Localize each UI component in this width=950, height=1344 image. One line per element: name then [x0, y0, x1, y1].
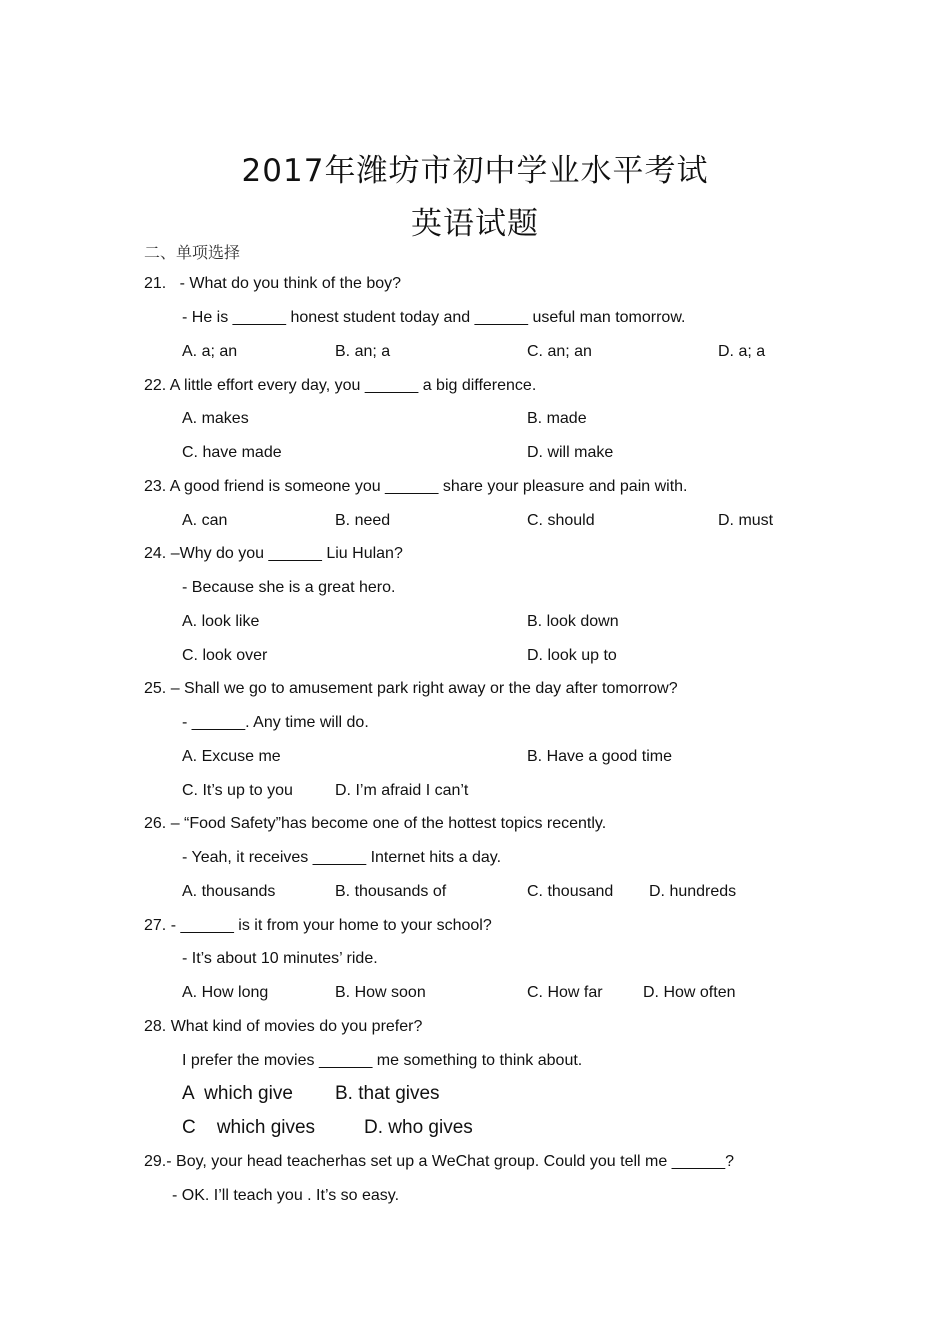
- q21-line2: - He is ______ honest student today and ______ useful man tomorrow.: [182, 309, 686, 326]
- q21-option-a: A. a; an: [182, 343, 238, 360]
- q28-option-c: C which gives: [182, 1117, 316, 1138]
- q22-option-b: B. made: [527, 410, 587, 427]
- q23-option-c: C. should: [527, 512, 595, 529]
- q29-line2: - OK. I’ll teach you . It’s so easy.: [172, 1187, 400, 1204]
- q26-option-b: B. thousands of: [335, 883, 447, 900]
- q24-option-c: C. look over: [182, 647, 268, 664]
- q28-option-a: A which give: [182, 1083, 293, 1104]
- q24-option-d: D. look up to: [527, 647, 617, 664]
- q24-option-a: A. look like: [182, 613, 260, 630]
- q24-stem: 24. –Why do you ______ Liu Hulan?: [144, 545, 403, 562]
- section-heading: 二、单项选择: [144, 243, 241, 262]
- q27-stem: 27. - ______ is it from your home to your school?: [144, 917, 492, 934]
- q24-option-b: B. look down: [527, 613, 619, 630]
- q25-option-d: D. I’m afraid I can’t: [335, 782, 469, 799]
- q24-line2: - Because she is a great hero.: [182, 579, 396, 596]
- q23-option-a: A. can: [182, 512, 228, 529]
- q27-option-d: D. How often: [643, 984, 736, 1001]
- q26-line2: - Yeah, it receives ______ Internet hits a day.: [182, 849, 502, 866]
- q23-stem: 23. A good friend is someone you ______ share your pleasure and pain with.: [144, 478, 688, 495]
- q21-option-d: D. a; a: [718, 343, 766, 360]
- q28-option-d: D. who gives: [364, 1117, 473, 1138]
- q22-option-a: A. makes: [182, 410, 249, 427]
- q27-option-b: B. How soon: [335, 984, 426, 1001]
- exam-title: 2017年潍坊市初中学业水平考试: [241, 153, 709, 189]
- q21-stem: 21. - What do you think of the boy?: [144, 275, 402, 292]
- q21-option-c: C. an; an: [527, 343, 592, 360]
- q22-option-d: D. will make: [527, 444, 614, 461]
- q28-line2: I prefer the movies ______ me something to think about.: [182, 1052, 583, 1069]
- q23-option-b: B. need: [335, 512, 391, 529]
- q23-option-d: D. must: [718, 512, 774, 529]
- q27-line2: - It’s about 10 minutes’ ride.: [182, 950, 378, 967]
- q25-line2: - ______. Any time will do.: [182, 714, 369, 731]
- q25-option-c: C. It’s up to you: [182, 782, 293, 799]
- q28-stem: 28. What kind of movies do you prefer?: [144, 1018, 423, 1035]
- q27-option-a: A. How long: [182, 984, 269, 1001]
- q26-stem: 26. – “Food Safety”has become one of the hottest topics recently.: [144, 815, 607, 832]
- q25-stem: 25. – Shall we go to amusement park right away or the day after tomorrow?: [144, 680, 678, 697]
- q21-option-b: B. an; a: [335, 343, 391, 360]
- q28-option-b: B. that gives: [335, 1083, 440, 1104]
- q25-option-a: A. Excuse me: [182, 748, 281, 765]
- q26-option-d: D. hundreds: [649, 883, 737, 900]
- q25-option-b: B. Have a good time: [527, 748, 672, 765]
- q22-stem: 22. A little effort every day, you ______ a big difference.: [144, 377, 537, 394]
- q26-option-a: A. thousands: [182, 883, 276, 900]
- q27-option-c: C. How far: [527, 984, 603, 1001]
- exam-subtitle: 英语试题: [411, 206, 539, 242]
- q22-option-c: C. have made: [182, 444, 282, 461]
- q29-stem: 29.- Boy, your head teacherhas set up a WeChat group. Could you tell me ______?: [144, 1153, 734, 1170]
- q26-option-c: C. thousand: [527, 883, 614, 900]
